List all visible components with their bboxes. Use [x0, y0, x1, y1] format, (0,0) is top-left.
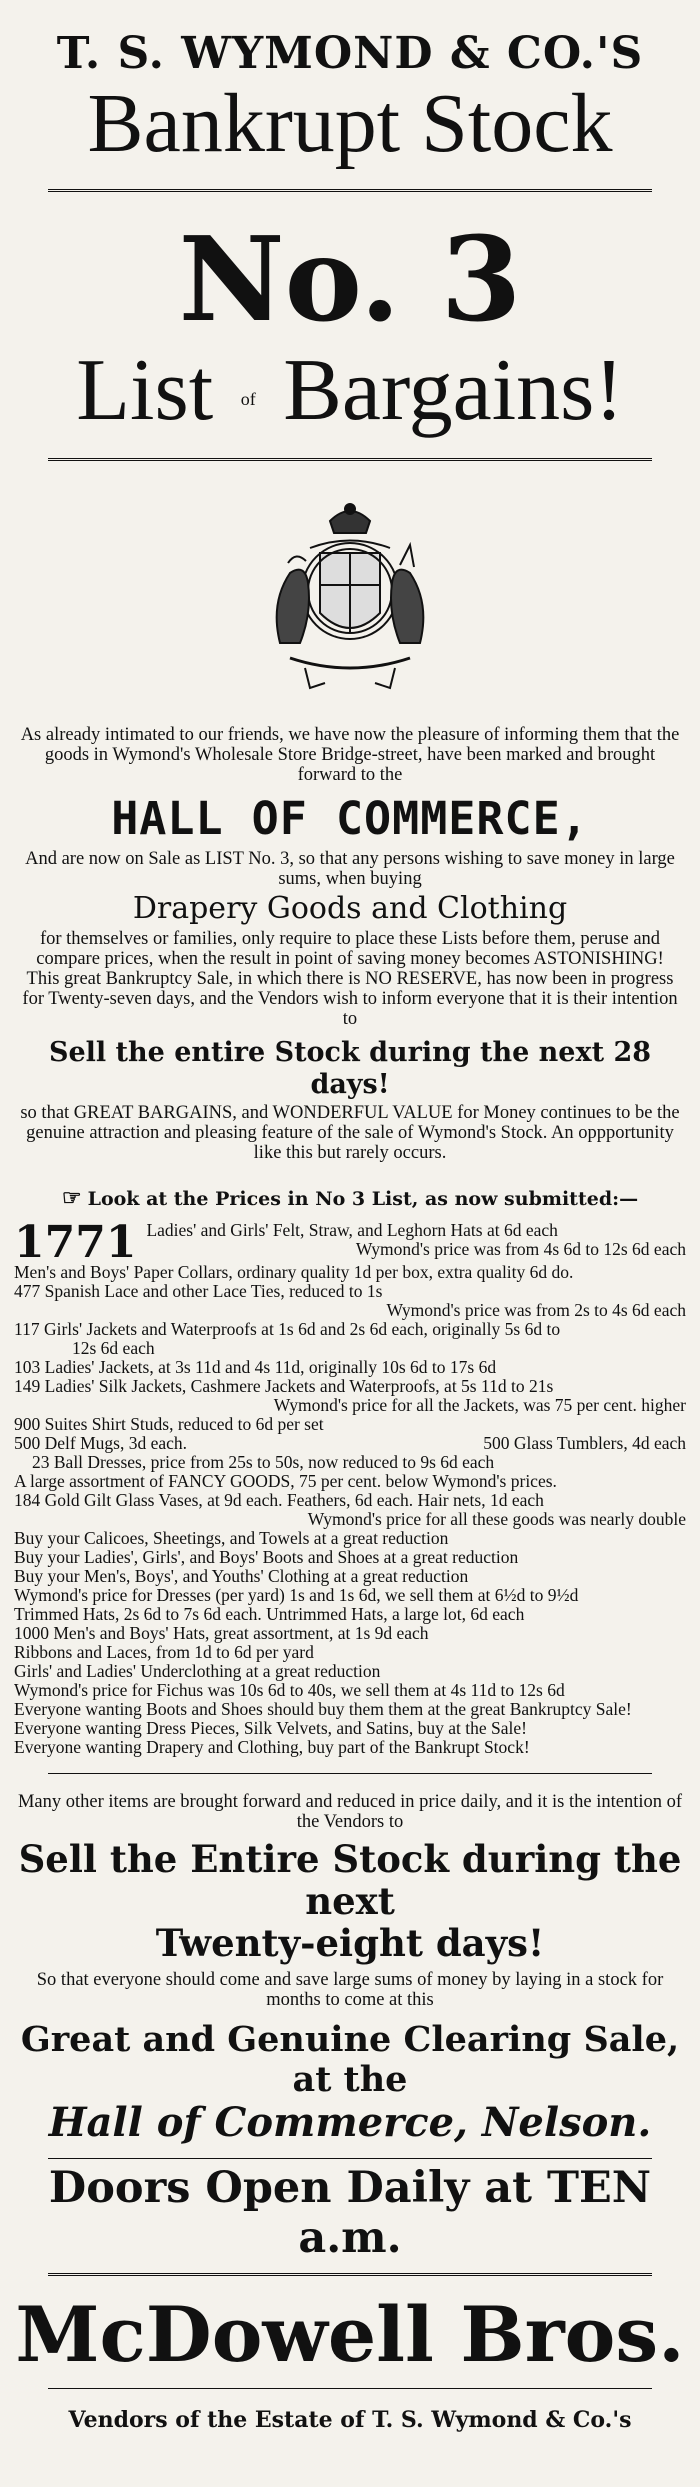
list-item: Men's and Boys' Paper Collars, ordinary quality 1d per box, extra quality 6d do.	[14, 1261, 574, 1282]
list-item: Everyone wanting Dress Pieces, Silk Velvets, and Satins, buy at the Sale!	[14, 1717, 527, 1738]
list-item: Wymond's price was from 4s 6d to 12s 6d each	[355, 1238, 686, 1259]
sell-entire-stock-heading: Sell the entire Stock during the next 28 days!	[48, 1036, 652, 1100]
list-item: Everyone wanting Drapery and Clothing, buy part of the Bankrupt Stock!	[14, 1736, 530, 1757]
list-item-right: 500 Glass Tumblers, 4d each	[483, 1432, 686, 1453]
list-item: Wymond's price for all these goods was nearly double	[307, 1508, 686, 1529]
bargains-word: Bargains!	[283, 342, 624, 440]
list-item: 117 Girls' Jackets and Waterproofs at 1s 6d and 2s 6d each, originally 5s 6d to	[14, 1318, 561, 1339]
doors-open-heading: Doors Open Daily at TEN a.m.	[48, 2162, 652, 2263]
sell-line-1: Sell the Entire Stock during the next	[18, 1836, 682, 1923]
intro-paragraph-5: so that GREAT BARGAINS, and WONDERFUL VALUE for Money continues to be the genuine attraction and pleasing feature of the sale of Wymond's Stock. An oppportunity like this but rarely occurs.	[20, 1102, 680, 1163]
list-item: Buy your Ladies', Girls', and Boys' Boots and Shoes at a great reduction	[14, 1546, 519, 1567]
list-item: 477 Spanish Lace and other Lace Ties, reduced to 1s	[14, 1280, 383, 1301]
vendors-line: Vendors of the Estate of T. S. Wymond & Co.'s	[68, 2406, 632, 2433]
save-paragraph: So that everyone should come and save large sums of money by laying in a stock for months to come at this	[36, 1969, 664, 2010]
divider	[48, 2158, 652, 2159]
intro-paragraph-3: for themselves or families, only require to place these Lists before them, peruse and compare prices, when the result in point of saving money becomes ASTONISHING!	[36, 928, 664, 969]
divider	[48, 2388, 652, 2389]
list-item: Wymond's price for Fichus was 10s 6d to 40s, we sell them at 4s 11d to 12s 6d	[14, 1679, 565, 1700]
list-item: Wymond's price for all the Jackets, was 75 per cent. higher	[273, 1394, 686, 1415]
intro-paragraph-4: This great Bankruptcy Sale, in which there is NO RESERVE, has now been in progress for Twenty-seven days, and the Vendors wish to inform everyone that it is their intention to	[22, 968, 678, 1029]
price-list	[14, 1216, 686, 1757]
list-of-bargains-title	[8, 342, 692, 440]
list-item: 900 Suites Shirt Studs, reduced to 6d per set	[14, 1413, 324, 1434]
divider	[48, 458, 652, 461]
list-item: 184 Gold Gilt Glass Vases, at 9d each. Feathers, 6d each. Hair nets, 1d each	[14, 1489, 544, 1510]
list-item: 103 Ladies' Jackets, at 3s 11d and 4s 11d, originally 10s 6d to 17s 6d	[14, 1356, 497, 1377]
list-item: 149 Ladies' Silk Jackets, Cashmere Jackets and Waterproofs, at 5s 11d to 21s	[14, 1375, 554, 1396]
intro-paragraph-2: And are now on Sale as LIST No. 3, so that any persons wishing to save money in large sums, when buying	[25, 848, 675, 889]
royal-coat-of-arms-icon	[250, 493, 450, 703]
prices-heading-text: Look at the Prices in No 3 List, as now submitted:—	[87, 1187, 639, 1210]
list-item: Everyone wanting Boots and Shoes should buy them them at the great Bankruptcy Sale!	[14, 1698, 632, 1719]
bankrupt-stock-title: Bankrupt Stock	[87, 77, 613, 171]
clearing-sale-heading: Great and Genuine Clearing Sale, at the	[20, 2018, 680, 2100]
sell-entire-stock-heading-2	[8, 1838, 692, 1964]
intro-paragraph-1: As already intimated to our friends, we have now the pleasure of informing them that the goods in Wymond's Wholesale Store Bridge-street, have been marked and brought forward to the	[20, 724, 680, 785]
list-item: 23 Ball Dresses, price from 25s to 50s, now reduced to 9s 6d each	[32, 1451, 495, 1472]
list-word: List	[76, 342, 214, 440]
list-item: A large assortment of FANCY GOODS, 75 per cent. below Wymond's prices.	[14, 1470, 557, 1491]
list-item: Wymond's price for Dresses (per yard) 1s and 1s 6d, we sell them at 6½d to 9½d	[14, 1584, 579, 1605]
sell-line-2: Twenty-eight days!	[155, 1920, 545, 1965]
list-item: Girls' and Ladies' Underclothing at a great reduction	[14, 1660, 381, 1681]
list-item: Trimmed Hats, 2s 6d to 7s 6d each. Untrimmed Hats, a large lot, 6d each	[14, 1603, 525, 1624]
of-word: of	[240, 389, 256, 410]
list-item: Ladies' and Girls' Felt, Straw, and Leghorn Hats at 6d each	[146, 1219, 558, 1240]
divider	[48, 189, 652, 192]
divider	[48, 2273, 652, 2276]
big-number-1771: 1771	[14, 1216, 137, 1268]
hall-of-commerce-heading: HALL OF COMMERCE,	[111, 791, 589, 845]
list-item-left: 500 Delf Mugs, 3d each.	[14, 1432, 188, 1453]
list-item: Buy your Men's, Boys', and Youths' Clothing at a great reduction	[14, 1565, 469, 1586]
list-item	[14, 1434, 686, 1453]
prices-heading	[8, 1185, 692, 1211]
drapery-heading: Drapery Goods and Clothing	[132, 890, 568, 926]
list-item: 12s 6d each	[72, 1337, 155, 1358]
list-number-title: No. 3	[178, 211, 522, 348]
hall-of-commerce-nelson: Hall of Commerce, Nelson.	[48, 2098, 652, 2146]
pointing-hand-icon: ☞	[61, 1184, 82, 1211]
firm-name: T. S. WYMOND & CO.'S	[56, 28, 644, 79]
list-item: Buy your Calicoes, Sheetings, and Towels at a great reduction	[14, 1527, 449, 1548]
mcdowell-bros-heading: McDowell Bros.	[15, 2289, 685, 2379]
list-item: Wymond's price was from 2s to 4s 6d each	[386, 1299, 686, 1320]
divider	[48, 1773, 652, 1774]
list-item: Ribbons and Laces, from 1d to 6d per yard	[14, 1641, 314, 1662]
list-item: 1000 Men's and Boys' Hats, great assortment, at 1s 9d each	[14, 1622, 429, 1643]
many-items-paragraph: Many other items are brought forward and reduced in price daily, and it is the intention of the Vendors to	[17, 1791, 683, 1832]
